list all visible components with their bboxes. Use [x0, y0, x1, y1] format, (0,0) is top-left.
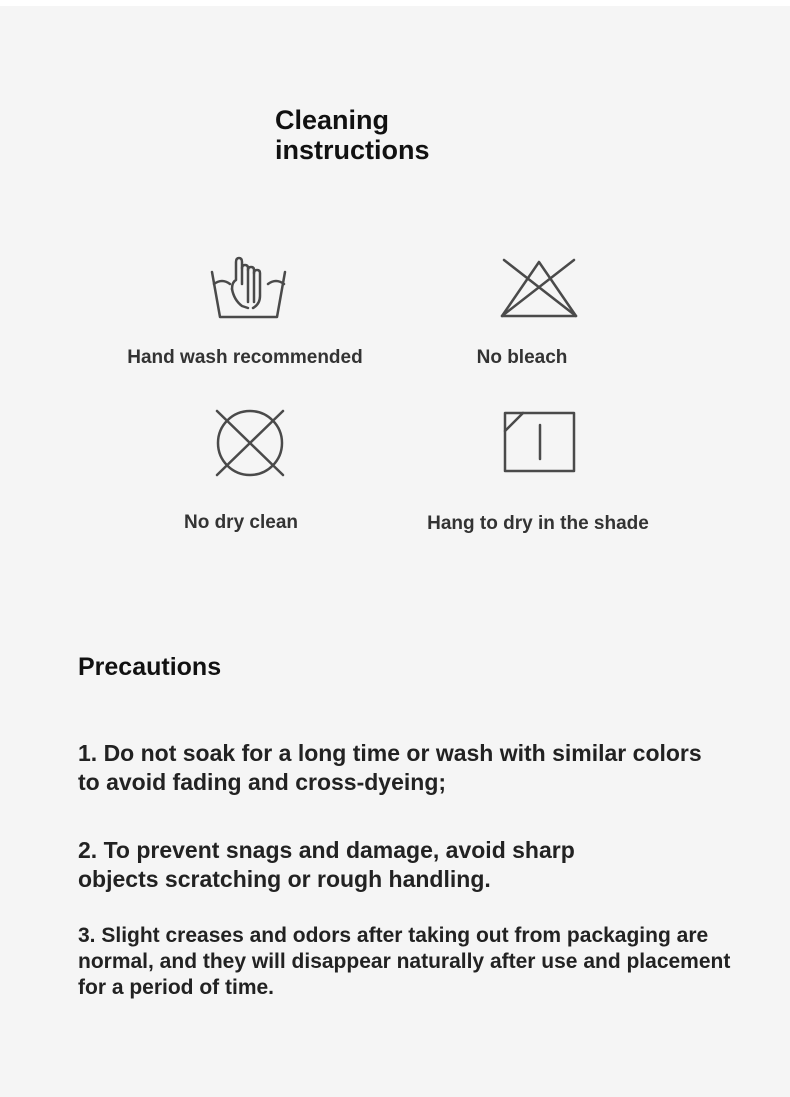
- product-care-panel: [0, 6, 790, 1097]
- no-bleach-icon: [500, 258, 578, 320]
- no-dry-clean-icon: [214, 408, 286, 478]
- hand-wash-label: Hand wash recommended: [127, 347, 363, 368]
- cleaning-instructions-title: Cleaning instructions: [275, 105, 430, 165]
- line-dry-shade-label: Hang to dry in the shade: [427, 513, 649, 534]
- no-bleach-label: No bleach: [476, 347, 568, 368]
- hand-wash-icon: [210, 256, 288, 320]
- no-dry-clean-label: No dry clean: [183, 512, 299, 533]
- precaution-item: 3. Slight creases and odors after taking out from packaging are normal, and they will disappear naturally after use and placement for a period of time.: [78, 924, 731, 999]
- precautions-title: Precautions: [78, 653, 222, 681]
- precaution-item: 2. To prevent snags and damage, avoid sharp objects scratching or rough handling.: [78, 837, 575, 892]
- precaution-item: 1. Do not soak for a long time or wash with similar colors to avoid fading and cross-dyeing;: [78, 740, 702, 795]
- line-dry-shade-icon: [503, 411, 577, 475]
